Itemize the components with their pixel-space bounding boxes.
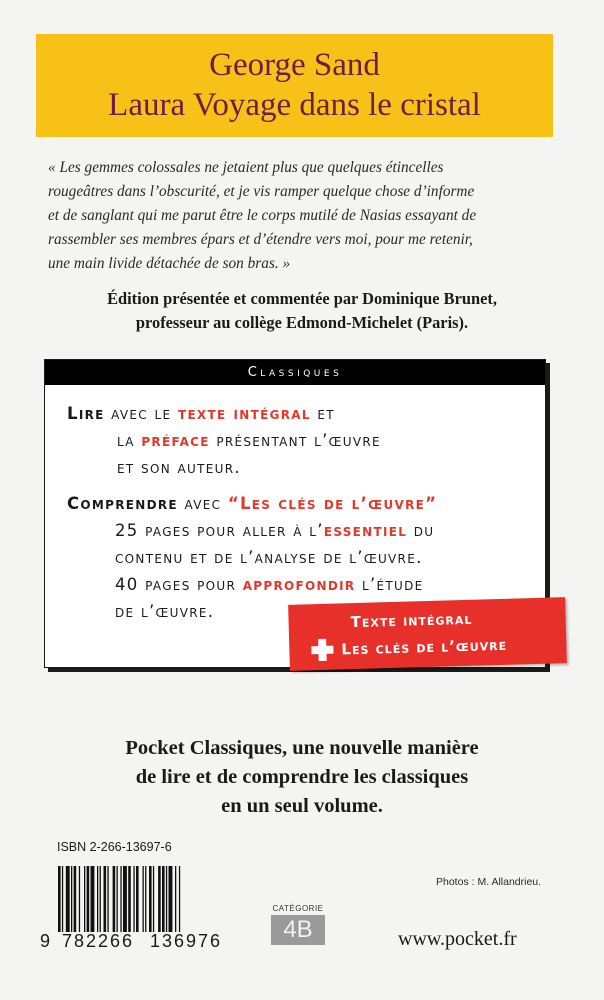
classiques-header: Classiques (45, 360, 545, 385)
barcode-bar (66, 866, 70, 932)
isbn-number: ISBN 2-266-13697-6 (57, 840, 172, 854)
barcode-bar (149, 866, 152, 932)
barcode-bar (87, 866, 90, 932)
barcode-bar (71, 866, 72, 932)
plus-icon (311, 639, 334, 662)
quote-line: rougeâtres dans l’obscurité, et je vis ramper quelque chose d’informe (48, 183, 475, 200)
barcode-bar (113, 866, 116, 932)
barcode-bar (74, 866, 77, 932)
lire-lead: Lire (67, 404, 105, 423)
barcode-bar (166, 866, 167, 932)
lire-text: la (117, 431, 142, 450)
photo-credit: Photos : M. Allandrieu. (436, 876, 542, 888)
barcode-bar (62, 866, 63, 932)
barcode-bar (145, 866, 146, 932)
tagline-line: de lire et de comprendre les classiques (135, 766, 469, 788)
category-label: CATÉGORIE (272, 904, 324, 913)
essentiel-highlight: essentiel (323, 521, 408, 540)
comprendre-line-2 (67, 517, 437, 544)
barcode-bar (158, 866, 161, 932)
ean-group-2: 136976 (150, 931, 223, 951)
barcode-bar (117, 866, 118, 932)
comprendre-line-4 (67, 571, 437, 598)
lire-line-2 (67, 427, 381, 454)
barcode (40, 862, 230, 952)
tagline-line: Pocket Classiques, une nouvelle manière (125, 737, 479, 759)
lire-text: et (310, 404, 335, 423)
lire-line-3: et son auteur. (117, 458, 241, 477)
back-cover-quote (48, 156, 568, 276)
title-band (36, 34, 553, 137)
comprendre-text: avec (177, 494, 228, 513)
comprendre-line-3: contenu et de l’analyse de l’œuvre. (115, 548, 423, 567)
quote-line: une main livide détachée de son bras. » (48, 255, 291, 272)
lire-line-1 (67, 400, 381, 427)
barcode-bar (175, 866, 176, 932)
quote-line: « Les gemmes colossales ne jetaient plus que quelques étincelles (48, 159, 444, 176)
ean-group-1: 782266 (62, 931, 135, 951)
edition-credit (40, 287, 564, 335)
approfondir-highlight: approfondir (242, 575, 356, 594)
category-code: 4B (271, 915, 325, 945)
tagline-line: en un seul volume. (221, 795, 383, 817)
book-title: Laura Voyage dans le cristal (108, 87, 481, 123)
comprendre-text: l’étude (355, 575, 424, 594)
barcode-bar (133, 866, 134, 932)
comprendre-lead: Comprendre (67, 494, 178, 513)
edition-line: Édition présentée et commentée par Dominique Brunet, (107, 289, 497, 308)
barcode-bar (136, 866, 139, 932)
barcode-bar (179, 866, 180, 932)
barcode-bar (58, 866, 61, 932)
barcode-bar (120, 866, 121, 932)
quote-line: et de sanglant qui me parut être le corps mutilé de Nasias essayant de (48, 207, 477, 224)
barcode-bar (79, 866, 80, 932)
barcode-bar (162, 866, 165, 932)
barcode-bar (128, 866, 131, 932)
texte-integral-highlight: texte intégral (177, 404, 311, 423)
texte-integral-badge (288, 597, 567, 671)
cles-oeuvre-highlight: “Les clés de l’œuvre” (227, 494, 438, 513)
comprendre-text: 25 pages pour aller à l’ (115, 521, 324, 540)
website-url: www.pocket.fr (398, 928, 517, 950)
barcode-bar (84, 866, 85, 932)
barcode-bar (143, 866, 144, 932)
preface-highlight: préface (141, 431, 210, 450)
barcode-bar (153, 866, 154, 932)
category-box (270, 904, 326, 945)
comprendre-line-5: de l’œuvre. (115, 602, 215, 621)
barcode-bar (123, 866, 127, 932)
lire-text: présentant l’œuvre (209, 431, 381, 450)
author-name: George Sand (209, 47, 380, 83)
quote-line: rassembler ses membres épars et d’étendre vers moi, pour me retenir, (48, 231, 473, 248)
barcode-bar (169, 866, 173, 932)
lire-text: avec le (104, 404, 178, 423)
barcode-bars (58, 866, 228, 934)
barcode-bar (107, 866, 108, 932)
comprendre-text: du (407, 521, 435, 540)
badge-line-2: Les clés de l’œuvre (341, 635, 508, 659)
barcode-bar (97, 866, 98, 932)
ean-first-digit: 9 (40, 931, 52, 951)
comprendre-line-1 (67, 490, 437, 517)
barcode-bar (91, 866, 95, 932)
badge-line-1: Texte intégral (350, 609, 473, 632)
tagline (40, 734, 564, 821)
edition-line: professeur au collège Edmond-Michelet (Paris). (135, 313, 469, 332)
comprendre-text: 40 pages pour (115, 575, 243, 594)
barcode-bar (100, 866, 101, 932)
lire-feature (67, 400, 381, 481)
barcode-bar (104, 866, 107, 932)
